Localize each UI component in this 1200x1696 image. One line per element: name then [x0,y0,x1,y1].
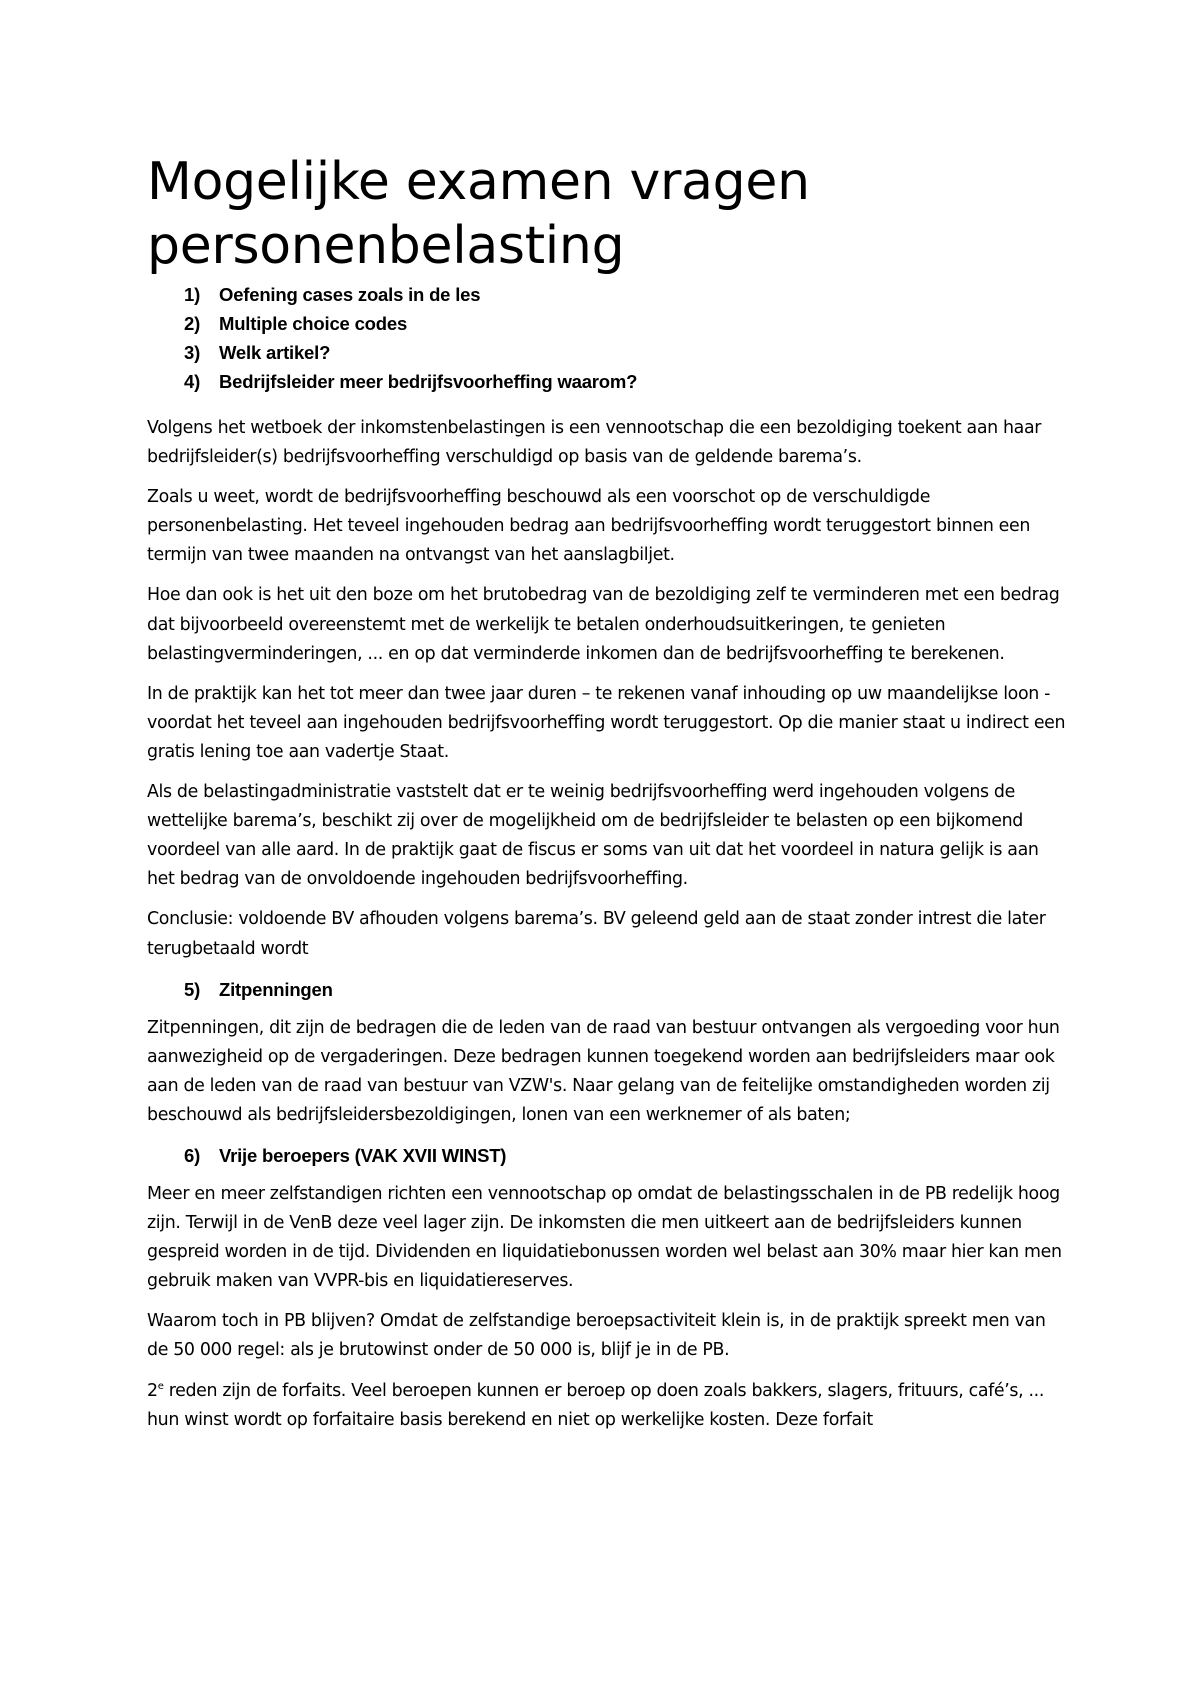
question-text: Bedrijfsleider meer bedrijfsvoorheffing waarom? [219,371,638,392]
question-text: Oefening cases zoals in de les [219,284,481,305]
question-item [184,367,1067,396]
question-number: 2) [184,313,201,334]
body-paragraph: Meer en meer zelfstandigen richten een vennootschap op omdat de belastingsschalen in de PB redelijk hoog zijn. Terwijl in de VenB deze veel lager zijn. De inkomsten die men uitkeert aan de bedrijfsleiders kunnen gespreid worden in de tijd. Dividenden en liquidatiebonussen worden wel belast aan 30% maar hier kan men gebruik maken van VVPR-bis en liquidatiereserves. [147,1183,1062,1292]
conclusion-paragraph: Conclusie: voldoende BV afhouden volgens barema’s. BV geleend geld aan de staat zonder intrest die later terugbetaald wordt [147,909,1046,959]
section-number: 5) [184,978,201,1000]
body-paragraph: Zitpenningen, dit zijn de bedragen die de leden van de raad van bestuur ontvangen als vergoeding voor hun aanwezigheid op de vergaderingen. Deze bedragen kunnen toegekend worden aan bedrijfsleiders maar ook aan de leden van de raad van bestuur van VZW's. Naar gelang van de feitelijke omstandigheden worden zij beschouwd als bedrijfsleidersbezoldigingen, lonen van een werknemer of als baten; [147,1017,1060,1125]
question-number: 1) [184,284,201,305]
paragraph-text: reden zijn de forfaits. Veel beroepen kunnen er beroep op doen zoals bakkers, slagers, frituurs, café’s, ... hun winst wordt op forfaitaire basis berekend en niet op werkelijke kosten. Deze forfait [147,1380,1045,1430]
question-list [147,280,1067,396]
document-page [147,150,1067,1446]
question-text: Multiple choice codes [219,313,408,334]
section-number: 6) [184,1144,201,1166]
body-paragraph: Zoals u weet, wordt de bedrijfsvoorheffing beschouwd als een voorschot op de verschuldigde personenbelasting. Het teveel ingehouden bedrag aan bedrijfsvoorheffing wordt teruggestort binnen een termijn van twee maanden na ontvangst van het aanslagbiljet. [147,487,1031,566]
question-number: 4) [184,371,201,392]
body-paragraph [147,1377,1067,1435]
body-paragraph: Volgens het wetboek der inkomstenbelastingen is een vennootschap die een bezoldiging toekent aan haar bedrijfsleider(s) bedrijfsvoorheffing verschuldigd op basis van de geldende barema’s. [147,418,1042,468]
body-paragraph: Hoe dan ook is het uit den boze om het brutobedrag van de bezoldiging zelf te verminderen met een bedrag dat bijvoorbeeld overeenstemt met de werkelijk te betalen onderhoudsuitkeringen, te genieten belastingverminderingen, ... en op dat verminderde inkomen dan de bedrijfsvoorheffing te berekenen. [147,585,1060,664]
question-number: 3) [184,342,201,363]
body-paragraph: Waarom toch in PB blijven? Omdat de zelfstandige beroepsactiviteit klein is, in de praktijk spreekt men van de 50 000 regel: als je brutowinst onder de 50 000 is, blijf je in de PB. [147,1311,1046,1361]
section-title: Zitpenningen [219,978,333,1000]
section-title: Vrije beroepers (VAK XVII WINST) [219,1144,507,1166]
question-text: Welk artikel? [219,342,331,363]
section-heading-zitpenningen [147,975,1067,1004]
title-line-1: Mogelijke examen vragen [147,152,810,212]
body-paragraph: Als de belastingadministratie vaststelt dat er te weinig bedrijfsvoorheffing werd ingehouden volgens de wettelijke barema’s, beschikt zij over de mogelijkheid om de bedrijfsleider te belasten op een bijkomend voordeel van alle aard. In de praktijk gaat de fiscus er soms van uit dat het voordeel in natura gelijk is aan het bedrag van de onvoldoende ingehouden bedrijfsvoorheffing. [147,782,1039,890]
question-item [184,309,1067,338]
body-paragraph: In de praktijk kan het tot meer dan twee jaar duren – te rekenen vanaf inhouding op uw maandelijkse loon - voordat het teveel aan ingehouden bedrijfsvoorheffing wordt teruggestort. Op die manier staat u indirect een gratis lening toe aan vadertje Staat. [147,683,1066,762]
section-heading-vrije-beroepers [147,1141,1067,1170]
document-title [147,150,1067,278]
title-line-2: personenbelasting [147,216,625,276]
question-item [184,280,1067,309]
ordinal-suffix: e [157,1380,164,1392]
ordinal-number: 2 [147,1380,158,1401]
question-item [184,338,1067,367]
